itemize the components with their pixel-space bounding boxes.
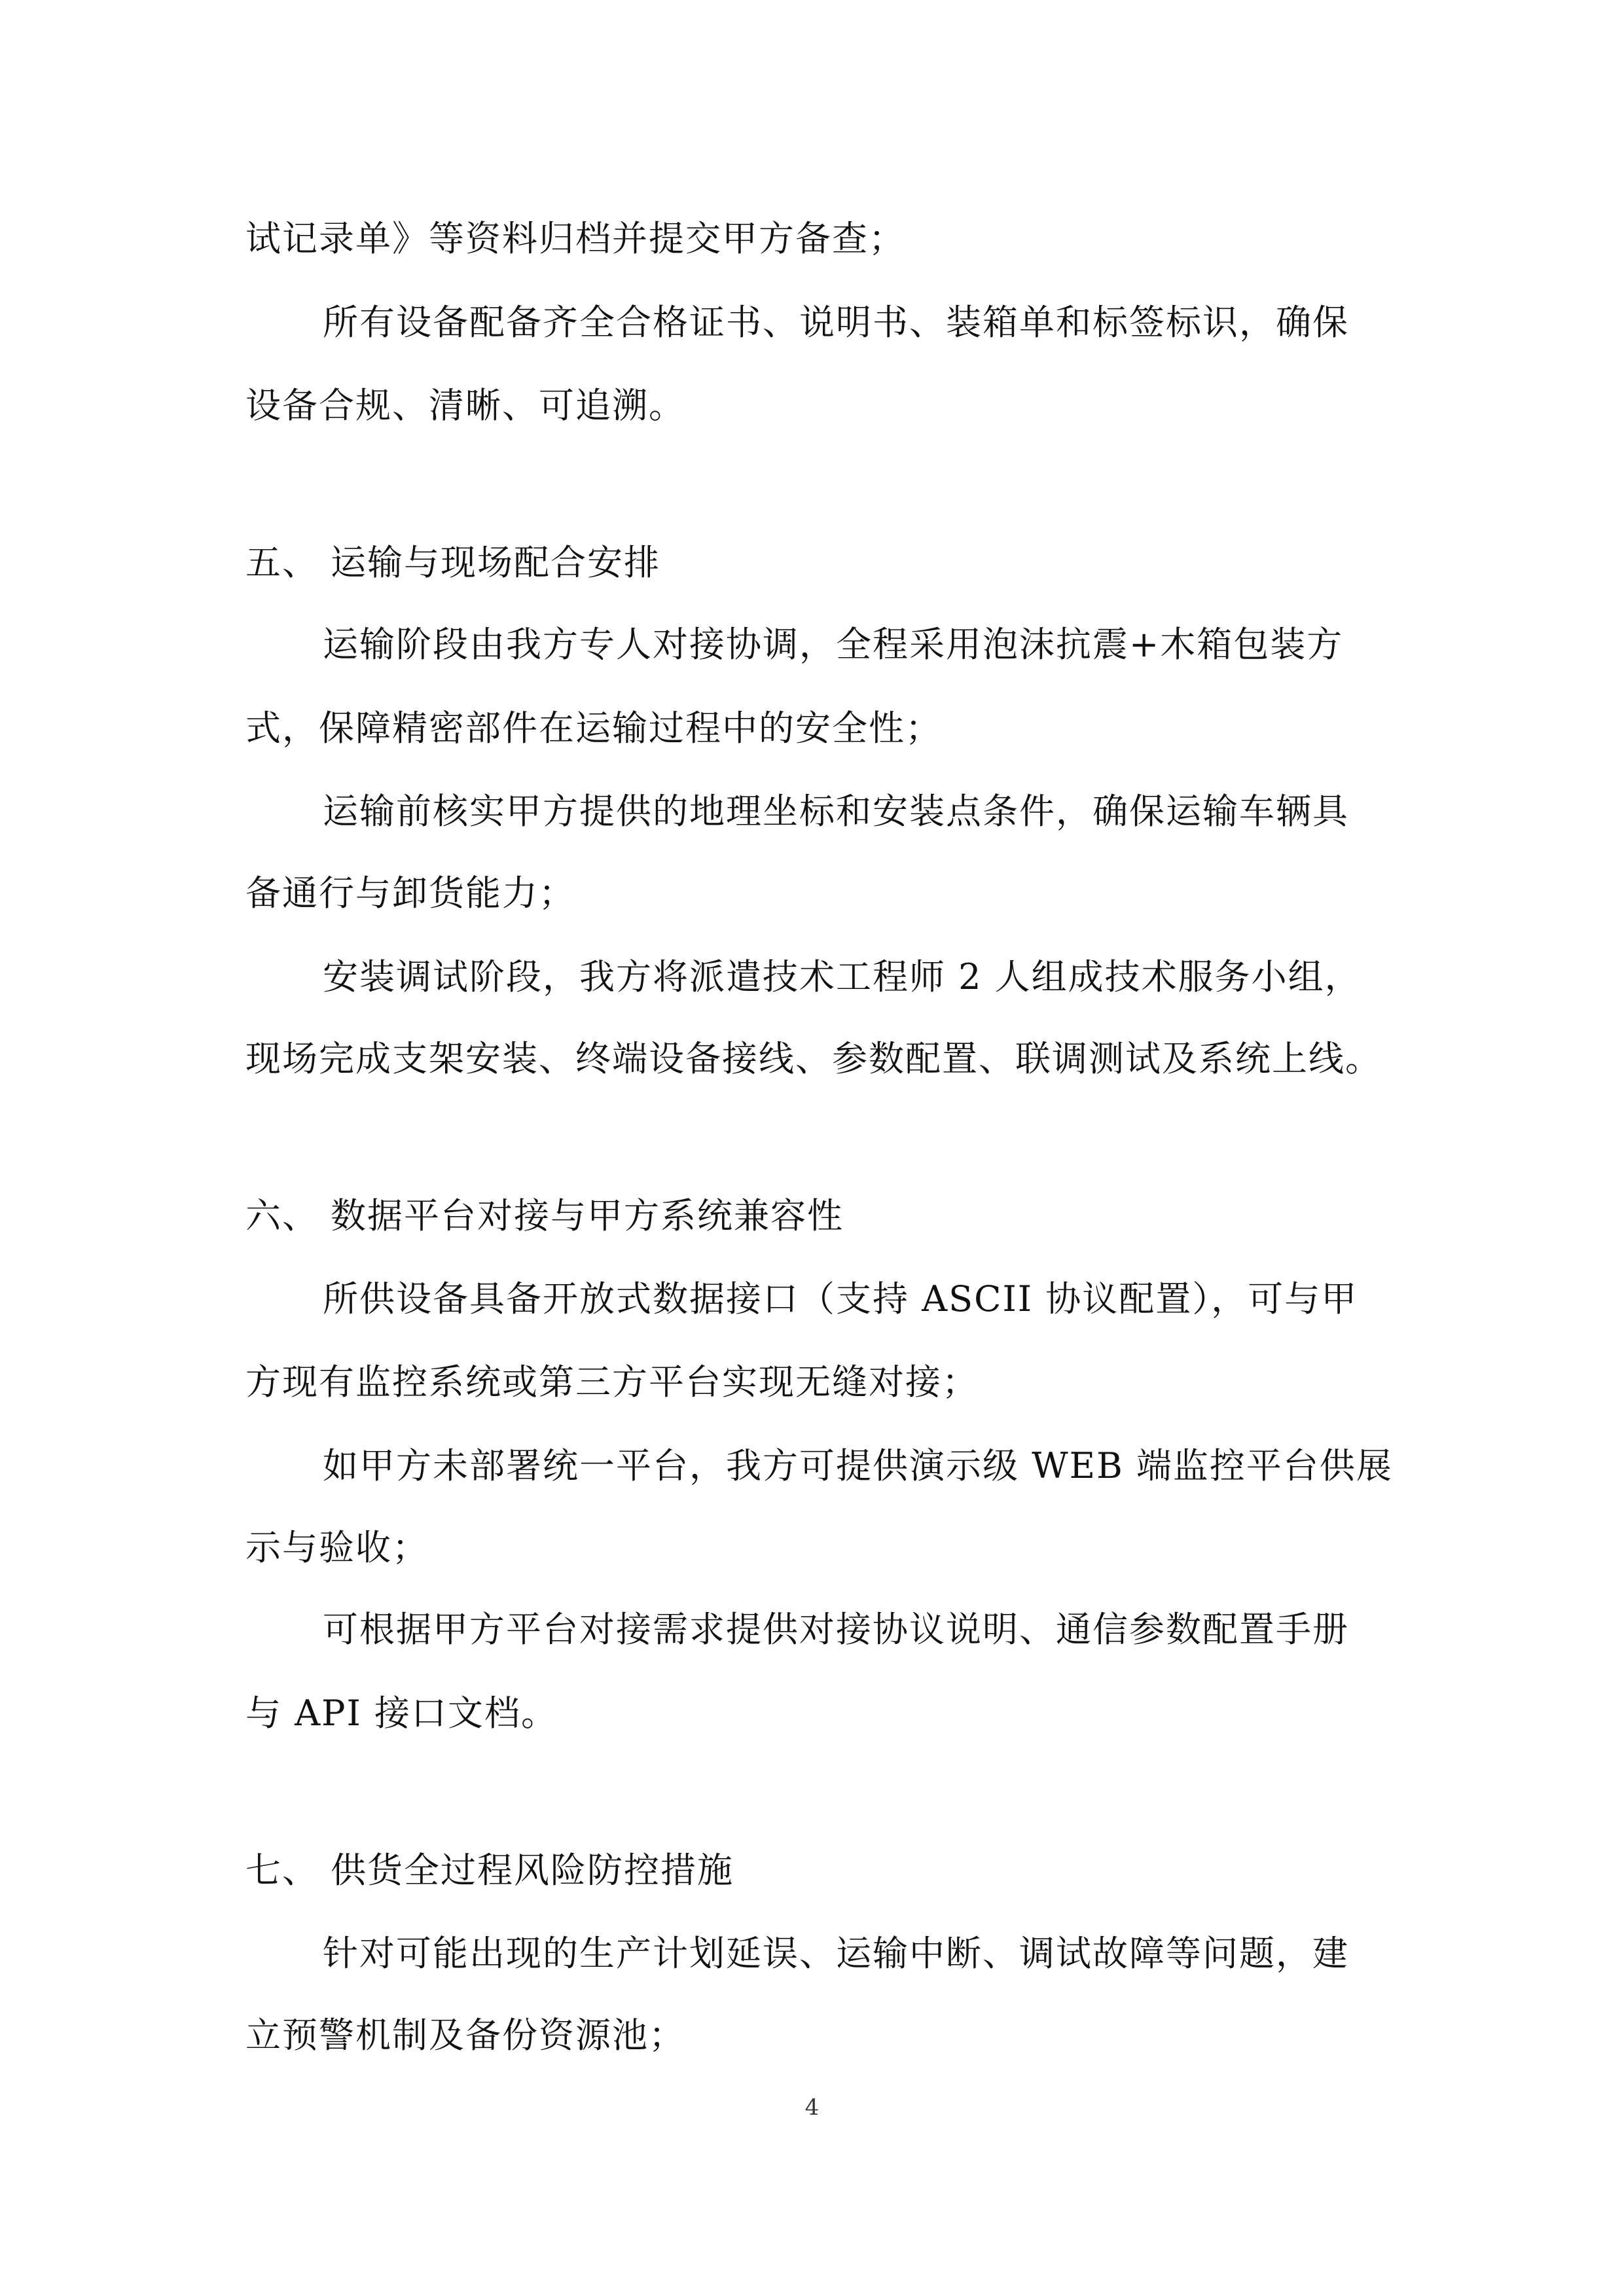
paragraph-line: 针对可能出现的生产计划延误、运输中断、调试故障等问题，建	[323, 1933, 1349, 1974]
section-number: 五、	[245, 542, 319, 583]
section-number: 七、	[245, 1850, 319, 1891]
paragraph-line: 所有设备配备齐全合格证书、说明书、装箱单和标签标识，确保	[323, 302, 1349, 343]
paragraph-line: 设备合规、清晰、可追溯。	[245, 385, 685, 426]
page-number: 4	[804, 2094, 820, 2121]
section-title: 数据平台对接与甲方系统兼容性	[331, 1195, 844, 1236]
section-heading-5	[245, 537, 1378, 589]
paragraph-line: 方现有监控系统或第三方平台实现无缝对接；	[245, 1361, 979, 1403]
paragraph-line: 示与验收；	[245, 1527, 429, 1568]
section-title: 运输与现场配合安排	[331, 542, 660, 583]
section-heading-6	[245, 1190, 1378, 1242]
section-number: 六、	[245, 1195, 319, 1236]
paragraph-line: 与 API 接口文档。	[245, 1693, 558, 1734]
paragraph-line: 式，保障精密部件在运输过程中的安全性；	[245, 708, 942, 749]
paragraph-line: 可根据甲方平台对接需求提供对接协议说明、通信参数配置手册	[323, 1609, 1349, 1650]
paragraph-line: 现场完成支架安装、终端设备接线、参数配置、联调测试及系统上线。	[245, 1038, 1382, 1079]
section-title: 供货全过程风险防控措施	[331, 1850, 734, 1891]
paragraph-line: 立预警机制及备份资源池；	[245, 2015, 685, 2056]
paragraph-line: 安装调试阶段，我方将派遣技术工程师 2 人组成技术服务小组，	[323, 956, 1362, 997]
paragraph-line: 备通行与卸货能力；	[245, 872, 575, 914]
paragraph-line: 所供设备具备开放式数据接口（支持 ASCII 协议配置），可与甲	[323, 1278, 1358, 1319]
paragraph-line: 如甲方未部署统一平台，我方可提供演示级 WEB 端监控平台供展	[323, 1445, 1393, 1486]
paragraph-line: 试记录单》等资料归档并提交甲方备查；	[245, 218, 905, 259]
section-heading-7	[245, 1844, 1378, 1897]
paragraph-line: 运输前核实甲方提供的地理坐标和安装点条件，确保运输车辆具	[323, 791, 1349, 832]
paragraph-line: 运输阶段由我方专人对接协调，全程采用泡沫抗震+木箱包装方	[323, 624, 1344, 665]
